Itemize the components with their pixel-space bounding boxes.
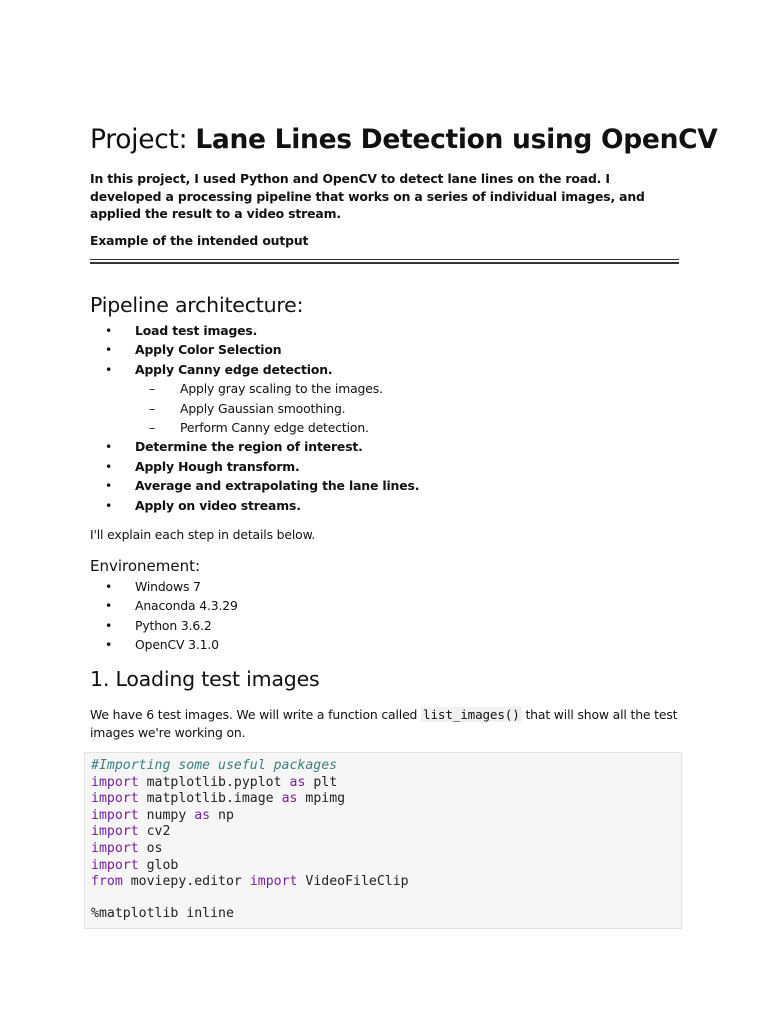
example-label: Example of the intended output [90,233,309,248]
dash-icon: – [149,400,156,416]
bullet-icon: • [105,323,113,338]
environment-heading: Environement: [90,557,201,575]
code-line: import matplotlib.image as mpimg [91,791,346,807]
bullet-icon: • [105,478,113,494]
inline-code: list_images() [423,707,520,722]
bullet-icon: • [105,617,113,633]
list-item: • Apply on video streams. [90,496,419,515]
environment-list [90,577,238,655]
title-strong: Lane Lines Detection using OpenCV [195,124,718,155]
title-prefix: Project: [90,124,196,155]
list-item: • Windows 7 [90,577,238,596]
code-block[interactable] [84,752,682,929]
code-line: #Importing some useful packages [91,758,338,773]
bullet-icon: • [105,637,113,653]
bullet-icon: • [105,361,113,377]
list-item: • OpenCV 3.1.0 [90,635,238,654]
sub-list-item: – Apply Gaussian smoothing. [90,399,419,418]
list-item: • Determine the region of interest. [90,437,419,456]
pipeline-list [90,321,419,515]
list-item: • Apply Hough transform. [90,457,419,476]
section1-paragraph: We have 6 test images. We will write a function called list_images() that will show all the test images we're working on. [90,707,678,740]
list-item: • Load test images. [90,321,419,340]
code-line-blank [91,891,681,906]
dash-icon: – [149,419,156,435]
page-title [90,124,718,155]
sub-list-item: – Apply gray scaling to the images. [90,379,419,398]
explain-paragraph: I'll explain each step in details below. [90,527,316,542]
dash-icon: – [149,381,156,397]
bullet-icon: • [105,579,113,594]
divider-line-thick [90,262,679,264]
intro-paragraph: In this project, I used Python and OpenCV to detect lane lines on the road. I developed a processing pipeline that works on a series of individual images, and applied the result to a video stream. [90,171,645,221]
list-item: • Apply Color Selection [90,340,419,359]
code-line: import matplotlib.pyplot as plt [91,774,338,790]
bullet-icon: • [105,458,113,474]
bullet-icon: • [105,598,113,614]
pipeline-heading: Pipeline architecture: [90,293,304,317]
sub-list-item: – Perform Canny edge detection. [90,418,419,437]
list-item: • Python 3.6.2 [90,616,238,635]
code-line: %matplotlib inline [91,905,234,921]
code-line: import numpy as np [91,807,234,823]
bullet-icon: • [105,439,113,455]
list-item: • Average and extrapolating the lane lines. [90,476,419,495]
list-item: • Apply Canny edge detection. [90,360,419,379]
section1-heading: 1. Loading test images [90,667,320,691]
code-line: from moviepy.editor import VideoFileClip [91,874,409,890]
code-line: import os [91,840,163,856]
list-item: • Anaconda 4.3.29 [90,596,238,615]
code-content [85,753,681,922]
bullet-icon: • [105,342,113,358]
bullet-icon: • [105,497,113,513]
code-line: import cv2 [91,824,171,840]
code-line: import glob [91,857,179,873]
divider-line [90,259,679,260]
